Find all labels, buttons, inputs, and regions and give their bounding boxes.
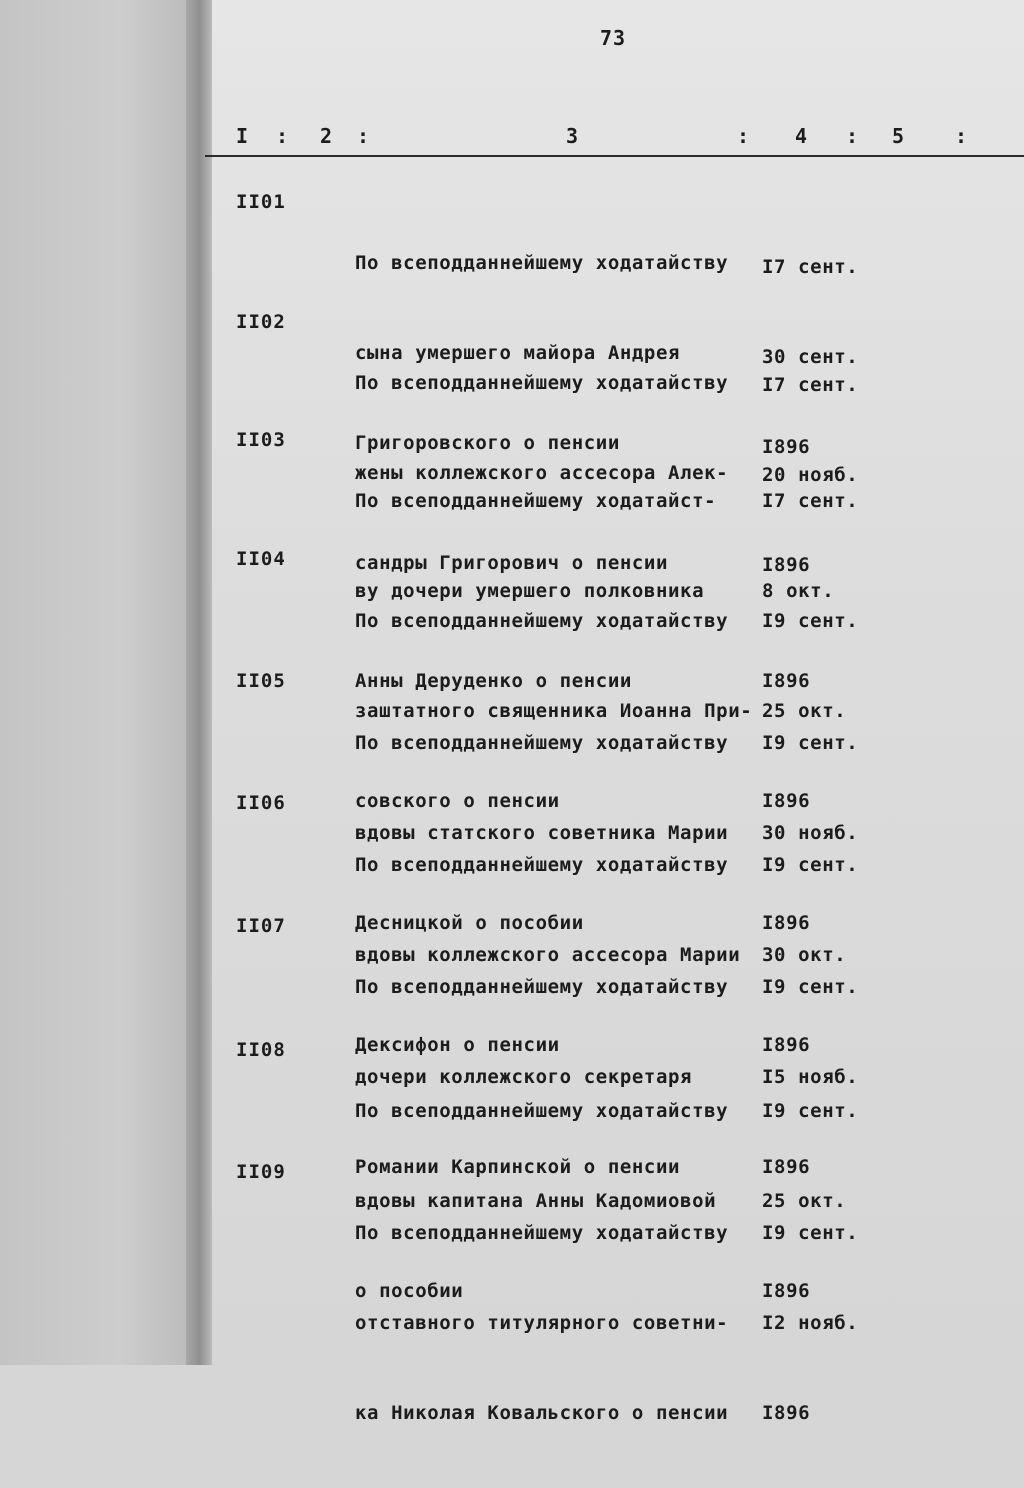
entry-line: По всеподданнейшему ходатайству xyxy=(355,252,729,274)
entry-line: Григоровского о пенсии xyxy=(355,432,620,454)
entry-number: II02 xyxy=(236,311,286,333)
entry-line: По всеподданнейшему ходатайству xyxy=(355,610,729,632)
entry-year: I896 xyxy=(762,436,811,458)
page-number: 73 xyxy=(600,26,627,50)
entry-date-end: 8 окт. xyxy=(762,580,835,602)
column-header-4: 4 xyxy=(795,124,810,148)
entry-date-end: 30 сент. xyxy=(762,346,859,368)
entry-line: вдовы статского советника Марии xyxy=(355,822,729,844)
entry-line: По всеподданнейшему ходатайству xyxy=(355,976,729,998)
entry-line: Романии Карпинской о пенсии xyxy=(355,1156,681,1178)
column-separator: : xyxy=(357,124,372,148)
header-rule xyxy=(205,155,1024,157)
entry-line: совского о пенсии xyxy=(355,790,560,812)
entry-description xyxy=(355,1158,775,1488)
entry-date-start: I7 сент. xyxy=(762,374,859,396)
entry-dates xyxy=(762,1158,882,1488)
column-header-3: 3 xyxy=(566,124,581,148)
entry-line: отставного титулярного советни- xyxy=(355,1312,729,1334)
entry-number: II08 xyxy=(236,1039,286,1061)
column-header-5: 5 xyxy=(892,124,907,148)
left-page-margin xyxy=(0,0,200,1365)
entry-line: о пособии xyxy=(355,1280,464,1302)
entry-date-end: 25 окт. xyxy=(762,700,847,722)
entry-date-end: 30 окт. xyxy=(762,944,847,966)
entry-year: I896 xyxy=(762,1156,811,1178)
entry-line: Десницкой о пособии xyxy=(355,912,584,934)
entry-date-end: 30 нояб. xyxy=(762,822,859,844)
entry-line: дочери коллежского секретаря xyxy=(355,1066,693,1088)
entry-line: вдовы капитана Анны Кадомиовой xyxy=(355,1190,717,1212)
column-header-2: 2 xyxy=(320,124,335,148)
entry-line: Анны Деруденко о пенсии xyxy=(355,670,632,692)
column-separator: : xyxy=(737,124,752,148)
entry-number: II01 xyxy=(236,191,286,213)
entry-year: I896 xyxy=(762,912,811,934)
entry-line: Дексифон о пенсии xyxy=(355,1034,560,1056)
entry-line: жены коллежского ассесора Алек- xyxy=(355,462,729,484)
entry-number: II09 xyxy=(236,1161,286,1183)
entry-number: II03 xyxy=(236,429,286,451)
entry-line: По всеподданнейшему ходатайству xyxy=(355,1100,729,1122)
entry-year: I896 xyxy=(762,1402,811,1424)
entry-year: I896 xyxy=(762,670,811,692)
entry-number: II06 xyxy=(236,792,286,814)
entry-date-start: I9 сент. xyxy=(762,610,859,632)
entry-year: I896 xyxy=(762,1034,811,1056)
column-separator: : xyxy=(846,124,861,148)
entry-date-end: 25 окт. xyxy=(762,1190,847,1212)
entry-number: II05 xyxy=(236,670,286,692)
entry-line: По всеподданнейшему ходатайству xyxy=(355,372,729,394)
entry-year: I896 xyxy=(762,554,811,576)
entry-line: По всеподданнейшему ходатайст- xyxy=(355,490,717,512)
entry-year: I896 xyxy=(762,790,811,812)
entry-line: По всеподданнейшему ходатайству xyxy=(355,1222,729,1244)
entry-date-end: 20 нояб. xyxy=(762,464,859,486)
entry-line: сына умершего майора Андрея xyxy=(355,342,681,364)
entry-number: II04 xyxy=(236,548,286,570)
entry-line: По всеподданнейшему ходатайству xyxy=(355,732,729,754)
entry-date-start: I9 сент. xyxy=(762,732,859,754)
entry-line: сандры Григорович о пенсии xyxy=(355,552,669,574)
column-separator: : xyxy=(955,124,970,148)
entry-date-start: I9 сент. xyxy=(762,1222,859,1244)
entry-number: II07 xyxy=(236,915,286,937)
column-separator: : xyxy=(276,124,291,148)
entry-date-start: I9 сент. xyxy=(762,854,859,876)
column-header-1: I xyxy=(236,124,251,148)
entry-line: ка Николая Ковальского о пенсии xyxy=(355,1402,729,1424)
entry-date-start: I9 сент. xyxy=(762,1100,859,1122)
entry-line: заштатного священника Иоанна При- xyxy=(355,700,753,722)
entry-date-end: I5 нояб. xyxy=(762,1066,859,1088)
entry-line: ву дочери умершего полковника xyxy=(355,580,705,602)
entry-date-start: I7 сент. xyxy=(762,490,859,512)
entry-date-start: I7 сент. xyxy=(762,256,859,278)
entry-year: I896 xyxy=(762,1280,811,1302)
entry-line: По всеподданнейшему ходатайству xyxy=(355,854,729,876)
entry-date-end: I2 нояб. xyxy=(762,1312,859,1334)
entry-line: вдовы коллежского ассесора Марии xyxy=(355,944,741,966)
entry-date-start: I9 сент. xyxy=(762,976,859,998)
